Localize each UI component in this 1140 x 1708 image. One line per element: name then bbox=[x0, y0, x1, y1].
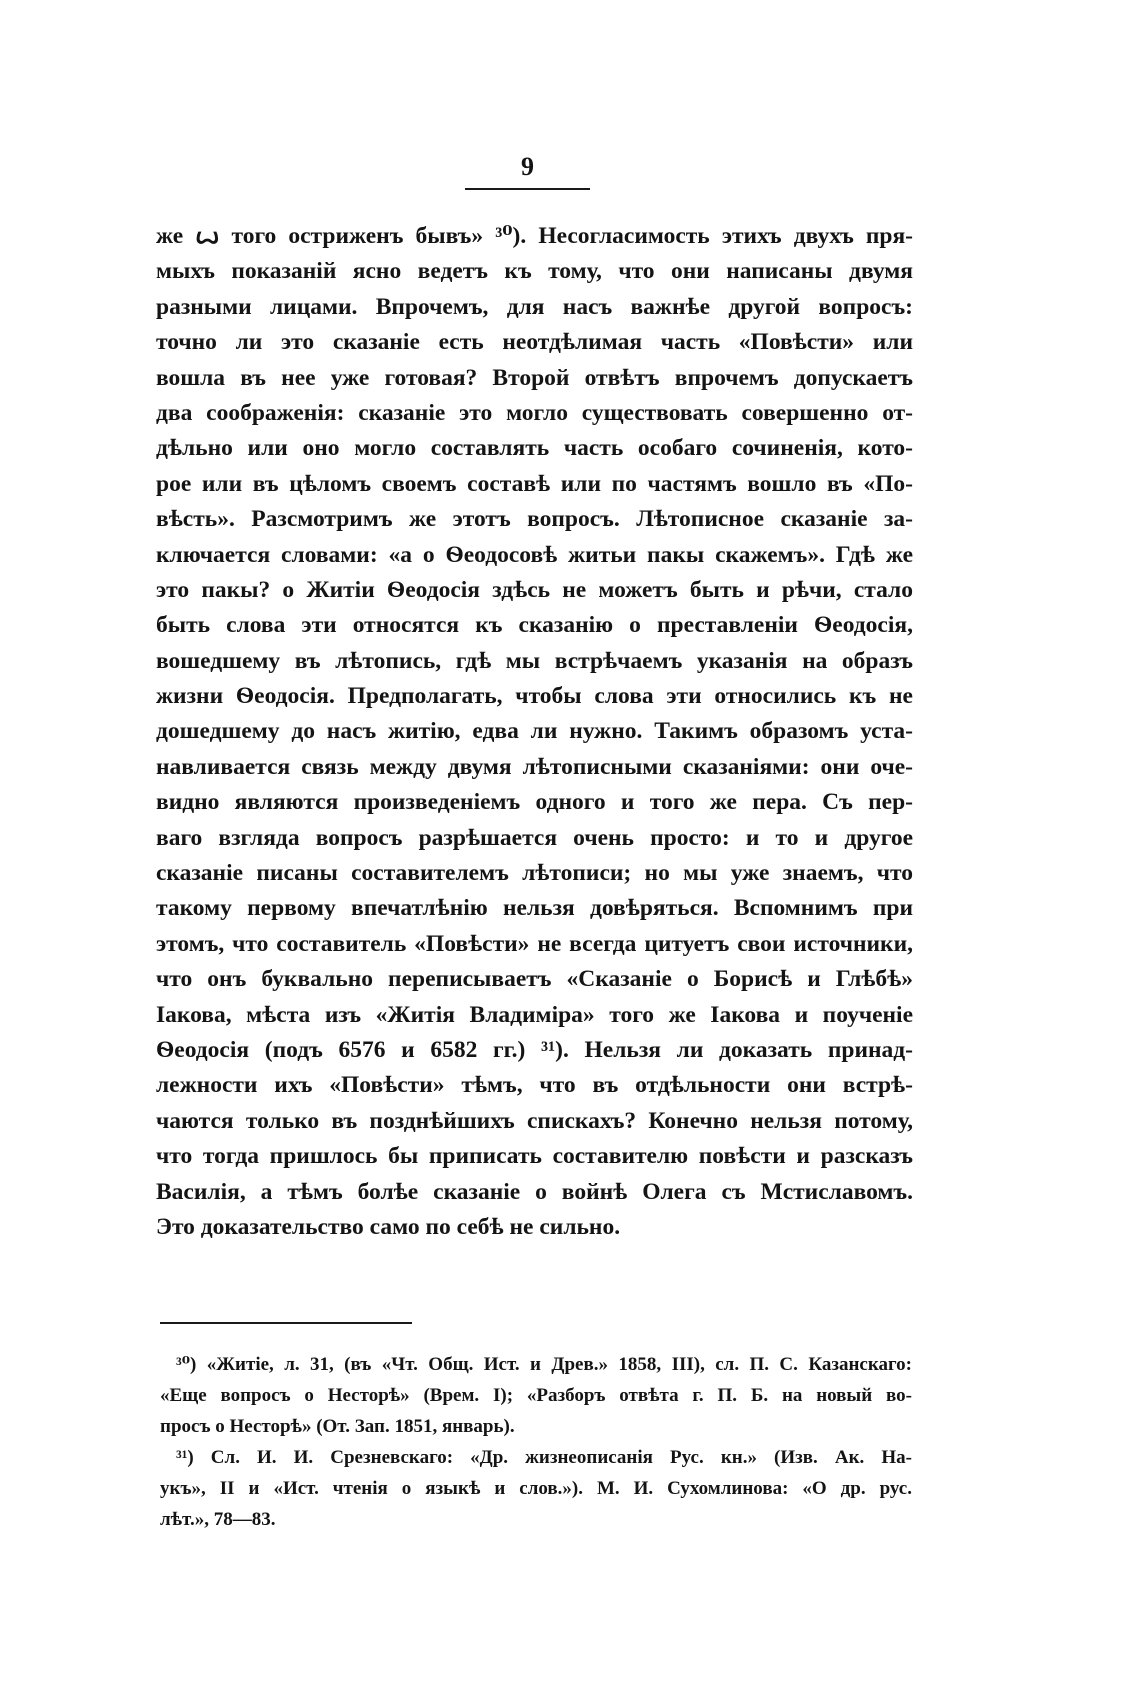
body-line: это пакы? о Житіи Ѳеодосія здѣсь не можетъ быть и рѣчи, стало bbox=[156, 576, 913, 603]
body-line: вошедшему въ лѣтопись, гдѣ мы встрѣчаемъ указанія на образъ bbox=[156, 647, 913, 674]
body-line: вѣсть». Разсмотримъ же этотъ вопросъ. Лѣтописное сказаніе за- bbox=[156, 506, 913, 533]
page-header bbox=[465, 152, 590, 182]
body-line: лежности ихъ «Повѣсти» тѣмъ, что въ отдѣльности они встрѣ- bbox=[156, 1072, 913, 1099]
footnote-line: лѣт.», 78—83. bbox=[160, 1509, 276, 1530]
body-line: мыхъ показаній ясно ведетъ къ тому, что они написаны двумя bbox=[156, 258, 913, 285]
body-line: же ꙍ того остриженъ бывъ» ³⁰). Несогласимость этихъ двухъ пря- bbox=[156, 223, 913, 249]
body-line: ваго взгляда вопросъ разрѣшается очень просто: и то и другое bbox=[156, 824, 913, 851]
footnote-line: укъ», II и «Ист. чтенія о языкѣ и слов.»). М. И. Сухомлинова: «О др. рус. bbox=[160, 1478, 912, 1499]
body-line: два соображенія: сказаніе это могло существовать совершенно от- bbox=[156, 399, 913, 426]
body-line: дошедшему до насъ житію, едва ли нужно. Такимъ образомъ уста- bbox=[156, 718, 913, 745]
body-line: Іакова, мѣста изъ «Житія Владиміра» того же Іакова и поученіе bbox=[156, 1001, 913, 1028]
body-line: Василія, а тѣмъ болѣе сказаніе о войнѣ Олега съ Мстиславомъ. bbox=[156, 1178, 913, 1205]
footnote-line: ³¹) Сл. И. И. Срезневскаго: «Др. жизнеописанія Рус. кн.» (Изв. Ак. На- bbox=[176, 1447, 912, 1468]
body-line: чаются только въ позднѣйшихъ спискахъ? Конечно нельзя потому, bbox=[156, 1107, 913, 1134]
footnote-line: просъ о Несторѣ» (От. Зап. 1851, январь). bbox=[160, 1416, 515, 1437]
body-line: быть слова эти относятся къ сказанію о преставленіи Ѳеодосія, bbox=[156, 612, 913, 639]
body-line: ключается словами: «а о Ѳеодосовѣ житьи пакы скажемъ». Гдѣ же bbox=[156, 541, 913, 568]
body-line: сказаніе писаны составителемъ лѣтописи; но мы уже знаемъ, что bbox=[156, 860, 913, 887]
footnote-line: «Еще вопросъ о Несторѣ» (Врем. I); «Разборъ отвѣта г. П. Б. на новый во- bbox=[160, 1385, 912, 1406]
page-number-rule bbox=[465, 188, 590, 190]
body-line: вошла въ нее уже готовая? Второй отвѣтъ впрочемъ допускаетъ bbox=[156, 364, 913, 391]
body-line: Это доказательство само по себѣ не сильно. bbox=[156, 1213, 621, 1240]
body-line: что онъ буквально переписываетъ «Сказаніе о Борисѣ и Глѣбѣ» bbox=[156, 966, 913, 993]
body-line: точно ли это сказаніе есть неотдѣлимая часть «Повѣсти» или bbox=[156, 329, 913, 356]
body-line: навливается связь между двумя лѣтописными сказаніями: они оче- bbox=[156, 753, 913, 780]
body-line: этомъ, что составитель «Повѣсти» не всегда цитуетъ свои источники, bbox=[156, 930, 913, 957]
body-line: разными лицами. Впрочемъ, для насъ важнѣе другой вопросъ: bbox=[156, 293, 913, 320]
body-line: что тогда пришлось бы приписать составителю повѣсти и разсказъ bbox=[156, 1143, 913, 1170]
footnote-separator bbox=[160, 1322, 412, 1324]
body-line: рое или въ цѣломъ своемъ составѣ или по частямъ вошло въ «По- bbox=[156, 470, 913, 497]
body-line: такому первому впечатлѣнію нельзя довѣряться. Вспомнимъ при bbox=[156, 895, 913, 922]
footnote-line: ³⁰) «Житіе, л. 31, (въ «Чт. Общ. Ист. и Древ.» 1858, III), сл. П. С. Казанскаго: bbox=[176, 1354, 912, 1375]
body-line: жизни Ѳеодосія. Предполагать, чтобы слова эти относились къ не bbox=[156, 683, 913, 710]
body-line: Ѳеодосія (подъ 6576 и 6582 гг.) ³¹). Нельзя ли доказать принад- bbox=[156, 1036, 913, 1063]
footnotes bbox=[160, 1349, 912, 1535]
body-line: видно являются произведеніемъ одного и того же пера. Съ пер- bbox=[156, 789, 913, 816]
page-number: 9 bbox=[521, 152, 534, 181]
body-paragraph bbox=[156, 219, 913, 1245]
body-line: дѣльно или оно могло составлять часть особаго сочиненія, кото- bbox=[156, 435, 913, 462]
